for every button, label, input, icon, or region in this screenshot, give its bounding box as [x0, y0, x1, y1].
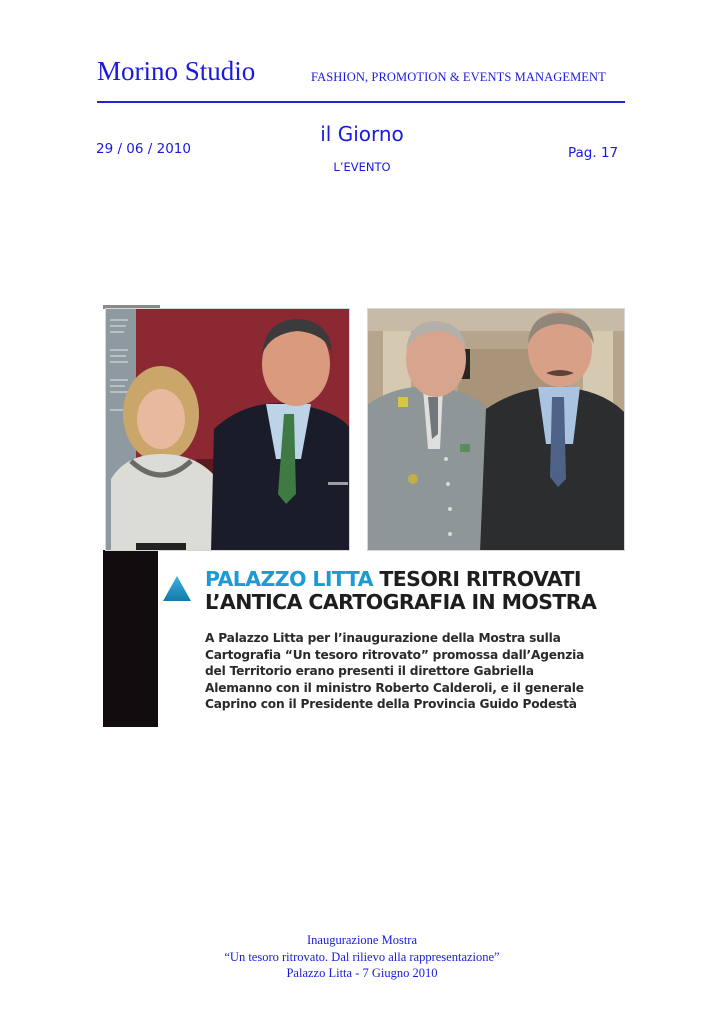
header-divider: [97, 101, 625, 103]
clipping-black-bar: [103, 550, 158, 727]
triangle-bullet-icon: [162, 575, 192, 602]
footer-caption: [0, 932, 724, 982]
publication-date: 29 / 06 / 2010: [96, 141, 191, 157]
headline-line-1: [205, 568, 596, 591]
body-line: del Territorio erano presenti il direttore Gabriella: [205, 664, 534, 678]
article-headline: [205, 568, 596, 614]
page-number: Pag. 17: [568, 145, 619, 161]
brand-name: Morino Studio: [97, 56, 256, 86]
photo-right: [367, 308, 625, 551]
body-line: A Palazzo Litta per l’inaugurazione della Mostra sulla: [205, 631, 561, 645]
footer-line-3: Palazzo Litta - 7 Giugno 2010: [286, 966, 438, 980]
photo-left: [105, 308, 350, 551]
body-line: Cartografia “Un tesoro ritrovato” promossa dall’Agenzia: [205, 647, 585, 662]
article-body: [205, 630, 625, 713]
brand-tagline: FASHION, PROMOTION & EVENTS MANAGEMENT: [311, 70, 606, 84]
body-line: Alemanno con il ministro Roberto Calderoli, e il generale: [205, 680, 584, 695]
headline-accent: PALAZZO LITTA: [205, 567, 373, 591]
newspaper-section: L’EVENTO: [333, 160, 391, 174]
newspaper-name: il Giorno: [320, 122, 404, 146]
photo-right-image: [368, 309, 625, 551]
headline-line-2: L’ANTICA CARTOGRAFIA IN MOSTRA: [205, 590, 597, 614]
body-line: Caprino con il Presidente della Provincia Guido Podestà: [205, 697, 577, 711]
photo-left-image: [106, 309, 350, 551]
headline-line-1-rest: TESORI RITROVATI: [372, 567, 581, 591]
footer-line-2: “Un tesoro ritrovato. Dal rilievo alla rappresentazione”: [224, 949, 500, 964]
footer-line-1: Inaugurazione Mostra: [306, 933, 418, 947]
